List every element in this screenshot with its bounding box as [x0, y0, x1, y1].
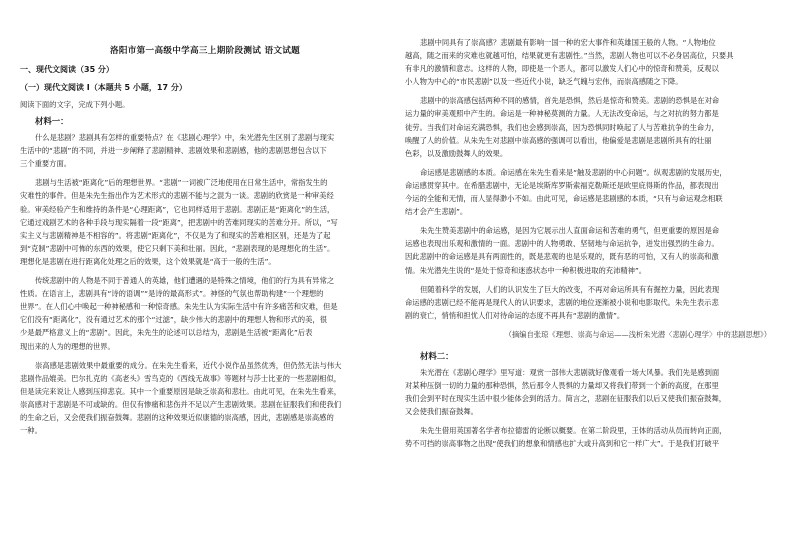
text-line: 三个重要方面。 [20, 159, 72, 169]
paragraph [20, 359, 390, 438]
text-line: 性质。在语言上，悲剧具有“诗的语调”“是诗的最高形式”。神怪的气氛也帮助构建“一个理想的 [20, 289, 324, 299]
text-line: 的生命之后，又会使我们振奋鼓舞。悲剧的这种效果近似康德的崇高感，因此，悲剧感是崇高感的 [20, 412, 334, 422]
text-line: 朱光潜在《悲剧心理学》里写道：观赏一部伟大悲剧就好像观看一场大风暴。我们先是感到面 [420, 367, 720, 377]
text-line: 命运感的悲剧已经不能再是现代人的认识要求，悲剧的地位逐渐被小说和电影取代。朱先生表示悲 [405, 297, 719, 307]
material1-label: 材料一： [35, 116, 69, 127]
text-line: 唤醒了人的价值。从朱先生对悲剧中崇高感的强调可以看出，他偏爱是悲剧是悲剧所具有的壮丽 [405, 135, 712, 145]
text-line: 生活中的“悲剧”的不同，并进一步阐释了悲剧精神、悲剧效果和悲剧感，他的悲剧思想包含以下 [20, 146, 327, 156]
section-heading: 一、现代文阅读（35 分） [20, 65, 114, 74]
material2-body [405, 366, 775, 451]
instruction-text: 阅读下面的文字，完成下列小题。 [20, 100, 130, 109]
paragraph [405, 424, 775, 450]
text-line: 我们会到平时在现实生活中很少能体会到的活力。简言之，悲剧在征服我们以后又使我们振奋鼓舞， [405, 394, 727, 404]
source-citation: （摘编自张琼《理想、崇高与命运——浅析朱光潜〈悲剧心理学〉中的悲剧思想》） [504, 329, 771, 339]
paragraph [20, 176, 390, 268]
text-line: 悲剧与生活被“距离化”后的理想世界。“悲剧”一词被广泛地使用在日常生活中，常指发生的 [35, 178, 328, 188]
material1-body [20, 131, 390, 437]
text-line: 它通过戏剧艺术的各种手段与现实隔着一段“距离”，把悲剧中的苦难同现实的苦难分开。所以，“写 [20, 217, 338, 227]
text-line: 验。审美经验产生和维持的条件是“心理距离”，它也同样适用于悲剧。悲剧正是“距离化”的生活， [20, 204, 335, 214]
text-line: 到“克制”悲剧中可怖的东西的效果，使它只剩下美和壮丽。因此，“悲剧表现的是理想化的生活”。 [20, 243, 335, 253]
text-line: 结才会产生悲剧”。 [405, 207, 468, 217]
text-line: 悲剧中同具有了崇高感？悲剧最有影响一国一种的宏大事件和英雄国王般的人物。“人物地位 [420, 38, 716, 47]
text-line: 崇高感对于悲剧是不可或缺的。但仅有惨痛和悲伤并不足以产生悲剧效果。悲剧在征服我们和使我们 [20, 399, 342, 409]
text-line: 徒劳。当我们对命运充满恐惧，我们也会感到崇高，因为恐惧同时唤起了人与苦难抗争的生命力， [405, 122, 719, 132]
text-line: 小人物为中心的“市民悲剧”以及一些近代小说，缺乏气魄与宏伟，而崇高感随之下降。 [405, 77, 683, 87]
text-line: 现出来的人为的理想的世界。 [20, 341, 115, 351]
text-line: 悲剧中的崇高感包括两种不同的感情，首先是恐惧，然后是惊奇和赞美。悲剧的恐惧是在对命 [420, 96, 720, 106]
text-line: 剧的衰亡，悄悄和担忧人们对待命运的态度不再具有“悲剧的激情”。 [405, 310, 625, 320]
text-line: 朱先生赞美悲剧中的命运感，是因为它展示出人直面命运和苦难的勇气，但更重要的原因是命 [420, 226, 720, 236]
text-line: 命运感是悲剧感的本质。命运感在朱先生看来是“触及悲剧的中心问题”。纵观悲剧的发展历史， [420, 167, 727, 177]
text-line: 什么是悲剧？悲剧具有怎样的重要特点？在《悲剧心理学》中，朱光潜先生区别了悲剧与现实 [35, 133, 335, 143]
text-line: 少是最严格意义上的“悲剧”。因此，朱先生的论述可以总结为，悲剧是生活被“距离化”后表 [20, 328, 313, 338]
text-line: 世界”。在人们心中唤起一种神秘感和一种惊奇感。朱先生认为实际生活中有许多痛苦和灾难，但是 [20, 302, 338, 312]
text-line: 今运的全能和无情，而人显得渺小不如。由此可见，命运感是悲剧感的本质，“只有与命运观念相联 [405, 194, 723, 204]
text-line: 但随着科学的发展，人们的认识发生了巨大的改变，不再对命运所具有有掘控力量，因此表现 [420, 284, 720, 294]
text-line: 它们没有“距离化”，没有通过艺术的那个“过滤”，缺少伟大的悲剧中的理想人物和形式的美，很 [20, 315, 327, 325]
subsection-heading: （一）现代文阅读 I（本题共 5 小题，17 分） [20, 83, 187, 92]
paragraph [405, 366, 775, 418]
text-line: 越高，随之而来的灾难也就越可怕，结果就更有悲剧性。”当然，悲剧人物也可以不必身居高位，只要具 [405, 51, 734, 61]
text-line: 传统悲剧中的人物是不同于普通人的英雄，他们遭遇的是特殊之情境，他们的行为具有异常之 [35, 276, 335, 286]
text-line: 悲剧作品媲美。巴尔扎克的《高老头》雪鸟克的《西线无战事》等题材与莎士比亚的一些悲剧相似， [20, 373, 342, 383]
text-line: 一种。 [20, 426, 42, 436]
text-line: 运感也表现出乐观和激情的一面。悲剧中的人物勇敢、坚韧地与命运抗争，迸发出强烈的生命力。 [405, 239, 719, 249]
material2-label: 材料二： [420, 350, 454, 361]
paragraph [405, 94, 775, 159]
text-line: 因此悲剧中的命运感是具有两面性的，既是悲观的也是乐观的，既有恶的可怕，又有人的崇高和激 [405, 252, 719, 262]
text-line: 实主义与悲剧精神是不相容的”。将悲剧“距离化”，不仅是为了和现实的苦难相区别，还是为了起 [20, 230, 331, 240]
paragraph [20, 131, 390, 170]
exam-title: 洛阳市第一高级中学高三上期阶段测试 语文试题 [109, 46, 301, 56]
text-line: 理想化是悲剧在进行距离化处理之后的效果，这个效果就是“高于一般的生活”。 [20, 256, 276, 266]
text-line: 情。朱光潜先生说的“是处于惊奇和迷惑状态中一种积极进取的充沛精神”。 [405, 265, 647, 275]
text-line: 又会使我们振奋鼓舞。 [405, 407, 478, 417]
material1-continued [405, 36, 775, 322]
text-line: 有非凡的激情和意志。这样的人物，即使是一个恶人，都可以激发人们心中的惊奇和赞美，反观以 [405, 64, 719, 74]
left-column [20, 0, 390, 437]
right-column [405, 0, 775, 451]
paragraph [405, 166, 775, 218]
paragraph [405, 283, 775, 322]
text-line: 运力量的审美观照中产生的。命运是一种神秘莫测的力量。人无法改变命运，与之对抗的努力都是 [405, 109, 719, 119]
text-line: 崇高感是悲剧效果中最重要的成分。在朱先生看来，近代小说作品虽然优秀，但仍然无法与伟大 [35, 360, 342, 370]
text-line: 灾难性的事件。但是朱先生指出作为艺术形式的悲剧不能与之混为一谈。悲剧的欣赏是一种审美经 [20, 191, 334, 201]
text-line: 对某种压倒一切的力量的那种恐惧，然后那令人畏惧的力量却又将我们带到一个新的高度，在那里 [405, 381, 719, 391]
text-line: 势不可挡的崇高事物之出现“使我们的想象和情感也扩大或升高到和它一样广大”。于是我们打破平 [405, 439, 720, 449]
text-line: 色彩，以及激励鼓舞人的效果。 [405, 148, 508, 158]
text-line: 朱先生借用英国著名学者布拉德雷的论断以概要。在第二阶段里，王体的活动从员而转向正面， [420, 426, 727, 436]
paragraph [405, 36, 775, 88]
paragraph [20, 274, 390, 353]
paragraph [405, 224, 775, 276]
text-line: 命运感贯穿其中。在希腊悲剧中，无论是埃斯库罗斯索福克勒斯还是欧里庇得斯的作品，都表现出 [405, 180, 719, 190]
text-line: 但是读完来说让人感到压抑悲哀。其中一个重要原因是缺乏崇高和悲壮。由此可见，在朱先生看来， [20, 386, 342, 396]
